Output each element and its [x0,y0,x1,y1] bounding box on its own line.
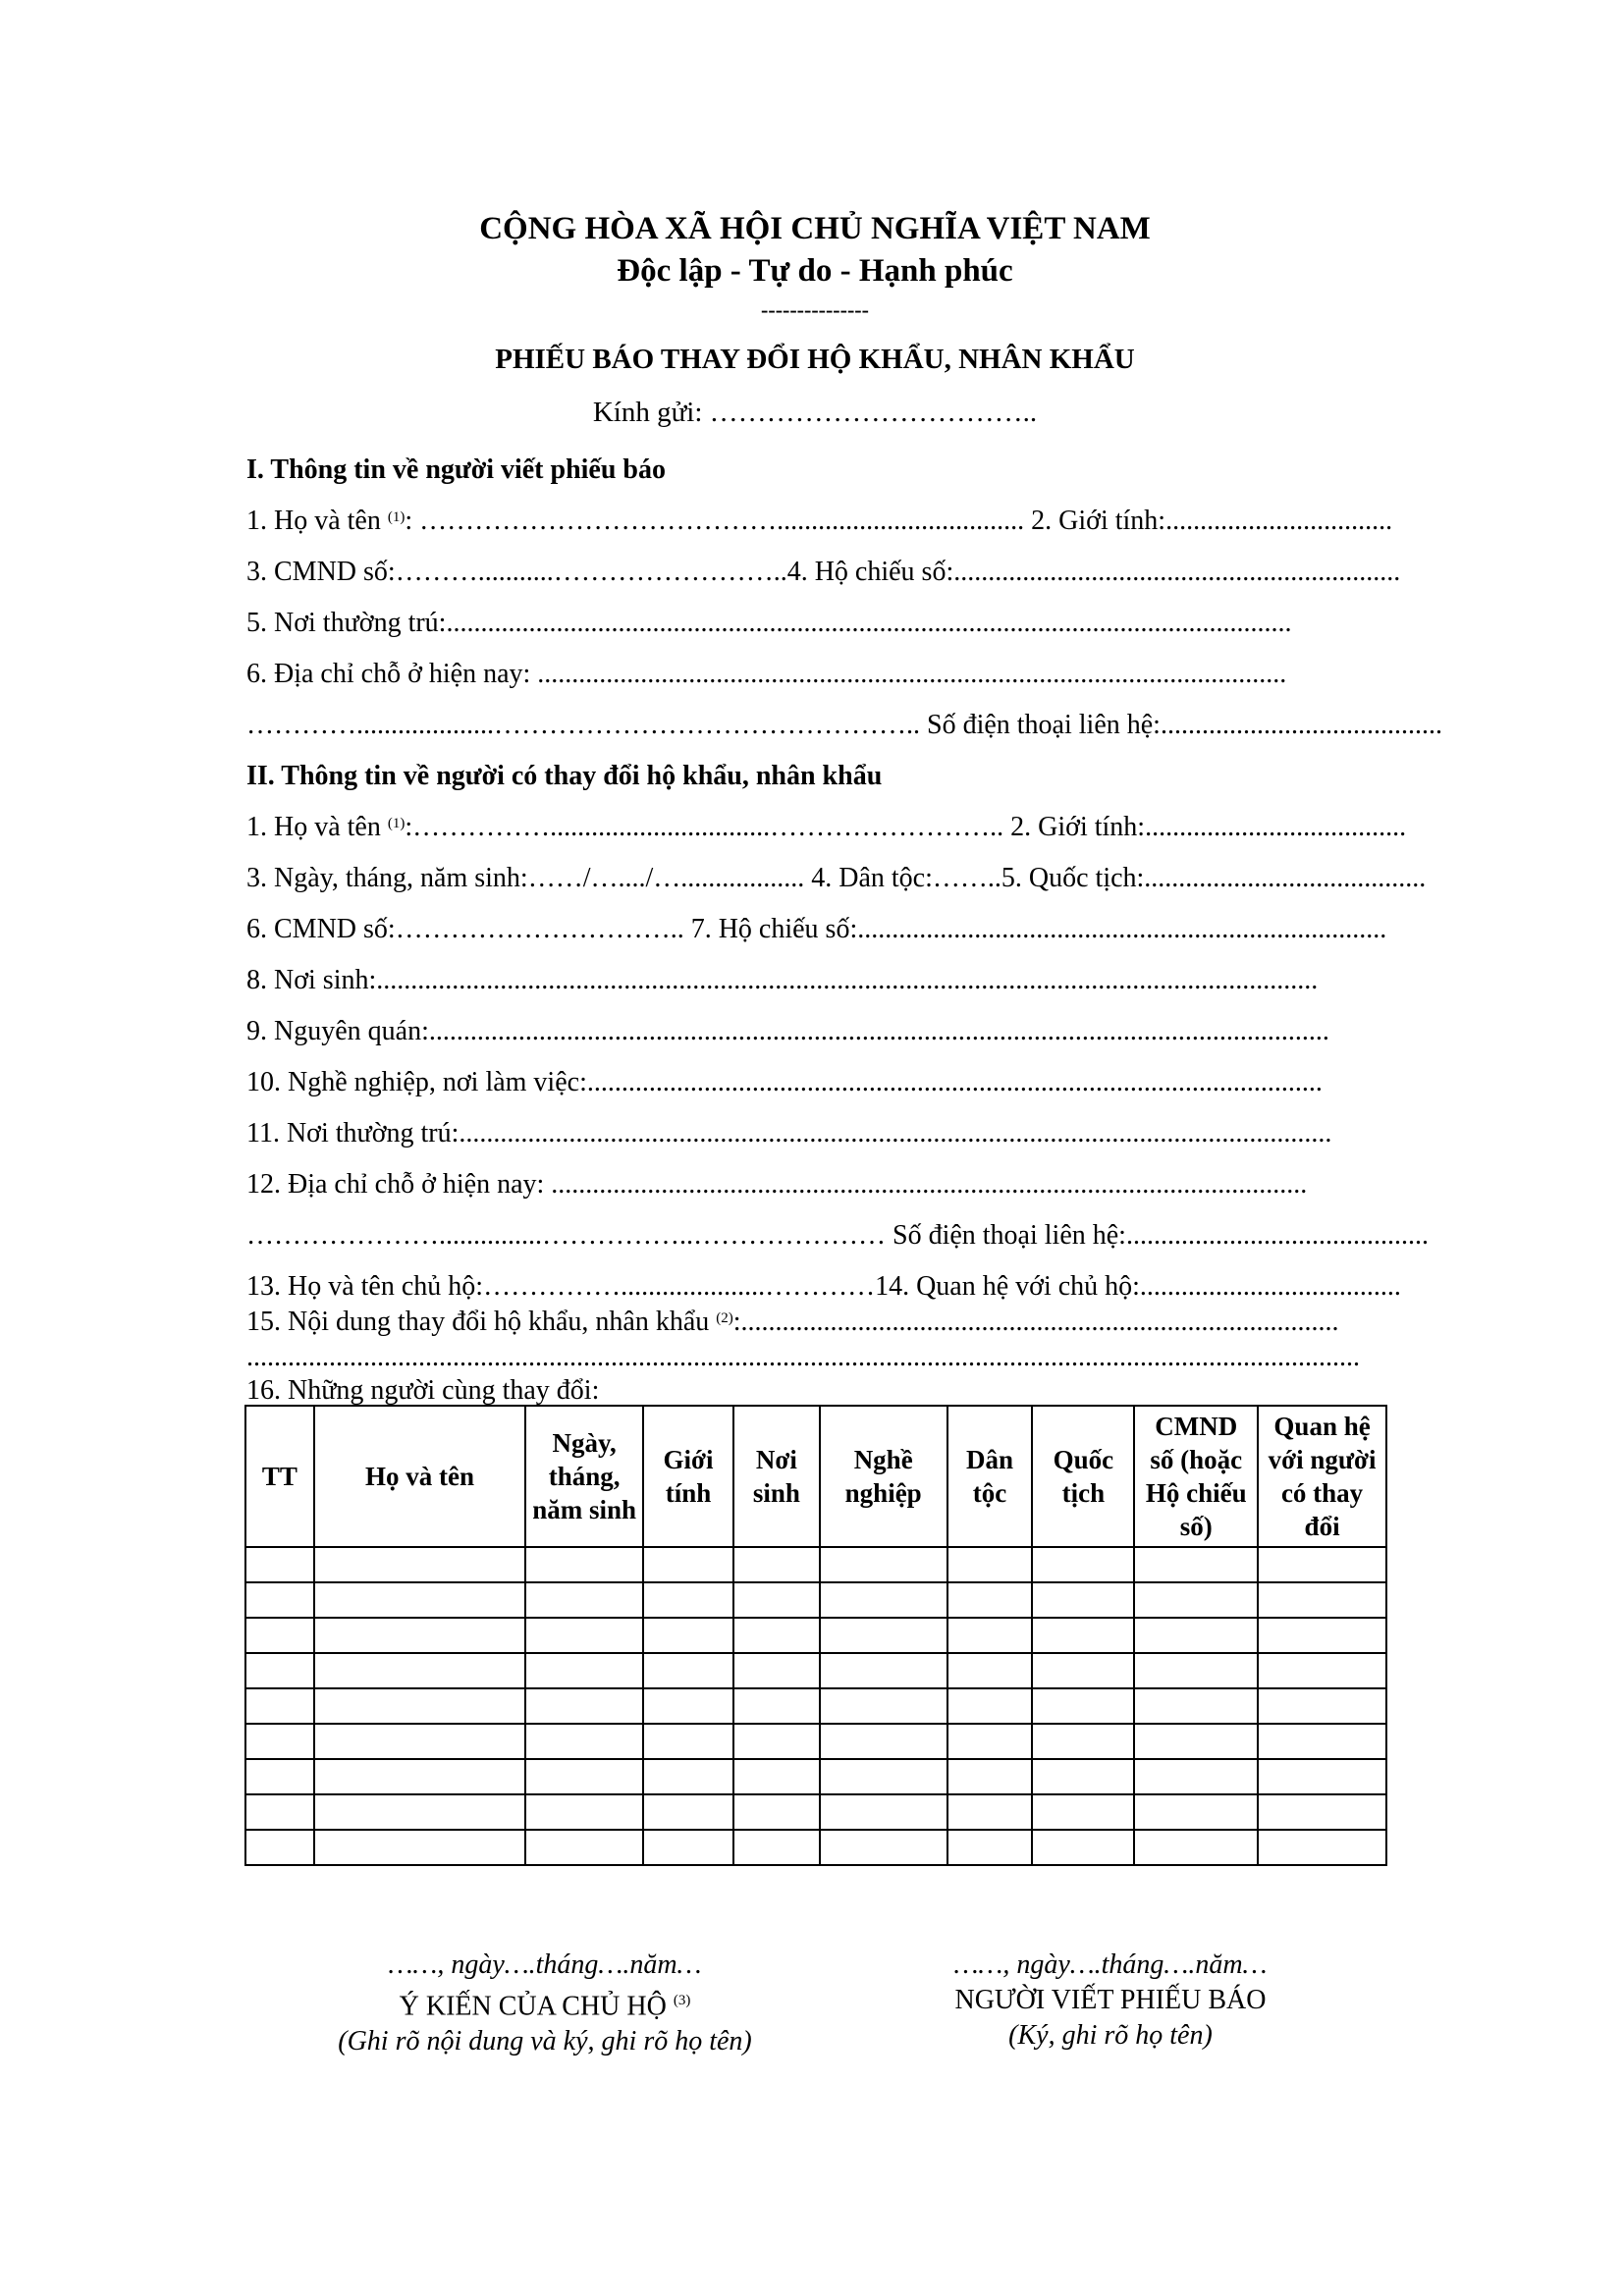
table-cell[interactable] [245,1547,314,1582]
section2-heading: II. Thông tin về người có thay đổi hộ khẩu, nhân khẩu [246,761,883,791]
table-cell[interactable] [733,1724,820,1759]
table-cell[interactable] [643,1618,733,1653]
s1-field-phone: …………....................……………………………………….. Số điện thoại liên hệ:......................................... [246,710,1442,740]
table-cell[interactable] [947,1759,1033,1794]
s2-field-co-changers-label: 16. Những người cùng thay đổi: [246,1375,600,1406]
table-cell[interactable] [1134,1547,1258,1582]
s2-field-birthplace: 8. Nơi sinh:......................................................................................................................................... [246,965,1319,995]
table-cell[interactable] [947,1830,1033,1865]
col-header-tt: TT [245,1406,314,1547]
table-cell[interactable] [1032,1794,1134,1830]
table-cell[interactable] [1134,1582,1258,1618]
col-header-occupation: Nghề nghiệp [820,1406,947,1547]
s2-field-fullname: 1. Họ và tên $^{(1)}$:……………................................…………………….. 2. Giới tính:...................................... [246,812,1407,842]
s2-field-hometown: 9. Nguyên quán:................................................................................................................................... [246,1016,1329,1046]
table-row [245,1653,1386,1688]
table-cell[interactable] [1032,1618,1134,1653]
table-cell[interactable] [314,1830,525,1865]
table-cell[interactable] [1258,1547,1386,1582]
col-header-relationship: Quan hệ với người có thay đổi [1258,1406,1386,1547]
form-title: PHIẾU BÁO THAY ĐỔI HỘ KHẨU, NHÂN KHẨU [495,344,1135,375]
signature-right [767,1948,1454,2054]
table-cell[interactable] [245,1794,314,1830]
table-cell[interactable] [245,1830,314,1865]
col-header-gender: Giới tính [643,1406,733,1547]
table-cell[interactable] [1134,1759,1258,1794]
table-cell[interactable] [525,1794,643,1830]
table-row [245,1759,1386,1794]
left-date-line: ……, ngày….tháng….năm… [388,1949,702,1980]
table-header-row [245,1406,1386,1547]
table-cell[interactable] [820,1759,947,1794]
co-changers-table [244,1405,1387,1866]
table-cell[interactable] [733,1759,820,1794]
table-cell[interactable] [1258,1830,1386,1865]
header-divider: --------------- [761,297,869,322]
right-signature-title: NGƯỜI VIẾT PHIẾU BÁO [954,1985,1267,2015]
table-cell[interactable] [820,1794,947,1830]
table-cell[interactable] [1258,1759,1386,1794]
table-cell[interactable] [525,1759,643,1794]
table-cell[interactable] [1258,1582,1386,1618]
table-cell[interactable] [525,1653,643,1688]
national-motto: Độc lập - Tự do - Hạnh phúc [617,253,1013,289]
table-cell[interactable] [643,1547,733,1582]
table-cell[interactable] [733,1582,820,1618]
table-cell[interactable] [1258,1794,1386,1830]
table-cell[interactable] [245,1582,314,1618]
col-header-id-number: CMND số (hoặc Hộ chiếu số) [1134,1406,1258,1547]
table-cell[interactable] [314,1547,525,1582]
table-cell[interactable] [733,1618,820,1653]
s2-field-phone: …………………...............……………..………………… Số điện thoại liên hệ:............................................ [246,1220,1429,1251]
table-cell[interactable] [643,1582,733,1618]
table-cell[interactable] [1032,1830,1134,1865]
table-cell[interactable] [643,1724,733,1759]
table-cell[interactable] [643,1759,733,1794]
table-cell[interactable] [314,1759,525,1794]
table-cell[interactable] [1258,1688,1386,1724]
table-row [245,1618,1386,1653]
s2-field-current-address: 12. Địa chỉ chỗ ở hiện nay: .............................................................................................................. [246,1169,1308,1200]
table-cell[interactable] [947,1724,1033,1759]
table-cell[interactable] [947,1547,1033,1582]
table-cell[interactable] [245,1759,314,1794]
col-header-fullname: Họ và tên [314,1406,525,1547]
table-cell[interactable] [1134,1794,1258,1830]
table-row [245,1794,1386,1830]
s2-field-change-content-cont: .................................................................................................................................................................. [246,1342,1360,1372]
table-row [245,1688,1386,1724]
table-cell[interactable] [525,1547,643,1582]
table-cell[interactable] [525,1582,643,1618]
col-header-nationality: Quốc tịch [1032,1406,1134,1547]
table-cell[interactable] [1134,1688,1258,1724]
table-cell[interactable] [820,1688,947,1724]
table-cell[interactable] [1134,1618,1258,1653]
table-cell[interactable] [820,1724,947,1759]
col-header-birthplace: Nơi sinh [733,1406,820,1547]
table-cell[interactable] [245,1688,314,1724]
table-cell[interactable] [643,1653,733,1688]
left-signature-note: (Ghi rõ nội dung và ký, ghi rõ họ tên) [338,2026,752,2057]
table-cell[interactable] [245,1653,314,1688]
table-cell[interactable] [643,1794,733,1830]
left-signature-title: Ý KIẾN CỦA CHỦ HỘ $^{(3)}$ [399,1991,691,2022]
table-cell[interactable] [1032,1759,1134,1794]
table-cell[interactable] [820,1582,947,1618]
table-cell[interactable] [947,1582,1033,1618]
table-cell[interactable] [1032,1547,1134,1582]
s2-field-id-passport: 6. CMND số:………………………….. 7. Hộ chiếu số:............................................................................. [246,914,1387,944]
table-row [245,1547,1386,1582]
table-cell[interactable] [820,1547,947,1582]
table-cell[interactable] [525,1724,643,1759]
table-cell[interactable] [1032,1688,1134,1724]
table-cell[interactable] [245,1724,314,1759]
table-cell[interactable] [733,1830,820,1865]
table-cell[interactable] [525,1618,643,1653]
s1-field-permanent-residence: 5. Nơi thường trú:........................................................................................................................... [246,608,1292,638]
s2-field-change-content: 15. Nội dung thay đổi hộ khẩu, nhân khẩu $^{(2)}$:....................................................................................... [246,1307,1339,1337]
country-name: CỘNG HÒA XÃ HỘI CHỦ NGHĨA VIỆT NAM [479,211,1151,246]
table-cell[interactable] [733,1547,820,1582]
table-cell[interactable] [947,1618,1033,1653]
table-row [245,1582,1386,1618]
table-cell[interactable] [314,1688,525,1724]
table-cell[interactable] [1134,1653,1258,1688]
table-row [245,1724,1386,1759]
s2-field-permanent-residence: 11. Nơi thường trú:............................................................................................................................... [246,1118,1332,1148]
table-cell[interactable] [643,1830,733,1865]
table-cell[interactable] [947,1794,1033,1830]
col-header-dob: Ngày, tháng, năm sinh [525,1406,643,1547]
right-date-line: ……, ngày….tháng….năm… [953,1949,1268,1980]
section1-heading: I. Thông tin về người viết phiếu báo [246,454,666,485]
s1-field-fullname: 1. Họ và tên $^{(1)}$: ………………………………….................................... 2. Giới tính:................................. [246,506,1393,536]
table-cell[interactable] [1134,1830,1258,1865]
table-cell[interactable] [733,1794,820,1830]
s1-field-id-passport: 3. CMND số:………...........……………………..4. Hộ chiếu số:................................................................. [246,557,1401,587]
table-cell[interactable] [245,1618,314,1653]
recipient-line: Kính gửi: …………………………….. [592,397,1038,428]
table-cell[interactable] [947,1653,1033,1688]
s2-field-occupation: 10. Nghề nghiệp, nơi làm việc:........................................................................................................... [246,1067,1323,1097]
table-cell[interactable] [820,1618,947,1653]
table-cell[interactable] [820,1830,947,1865]
table-cell[interactable] [1258,1618,1386,1653]
table-cell[interactable] [314,1653,525,1688]
table-cell[interactable] [314,1794,525,1830]
table-cell[interactable] [314,1618,525,1653]
table-cell[interactable] [643,1688,733,1724]
table-cell[interactable] [525,1830,643,1865]
right-signature-note: (Ký, ghi rõ họ tên) [1008,2020,1213,2051]
table-cell[interactable] [733,1653,820,1688]
table-cell[interactable] [1032,1724,1134,1759]
table-cell[interactable] [947,1688,1033,1724]
table-cell[interactable] [1032,1653,1134,1688]
table-cell[interactable] [820,1653,947,1688]
table-row [245,1830,1386,1865]
table-cell[interactable] [525,1688,643,1724]
col-header-ethnicity: Dân tộc [947,1406,1033,1547]
s2-field-household-head: 13. Họ và tên chủ hộ:…………….....................…………14. Quan hệ với chủ hộ:...................................... [246,1271,1401,1302]
table-cell[interactable] [1032,1582,1134,1618]
table-cell[interactable] [314,1724,525,1759]
table-cell[interactable] [314,1582,525,1618]
s2-field-birth-ethnic-nationality: 3. Ngày, tháng, năm sinh:……/…..../….................. 4. Dân tộc:……..5. Quốc tịch:......................................... [246,863,1427,893]
table-cell[interactable] [1134,1724,1258,1759]
table-cell[interactable] [1258,1653,1386,1688]
table-cell[interactable] [733,1688,820,1724]
s1-field-current-address: 6. Địa chỉ chỗ ở hiện nay: ............................................................................................................. [246,659,1287,689]
table-cell[interactable] [1258,1724,1386,1759]
